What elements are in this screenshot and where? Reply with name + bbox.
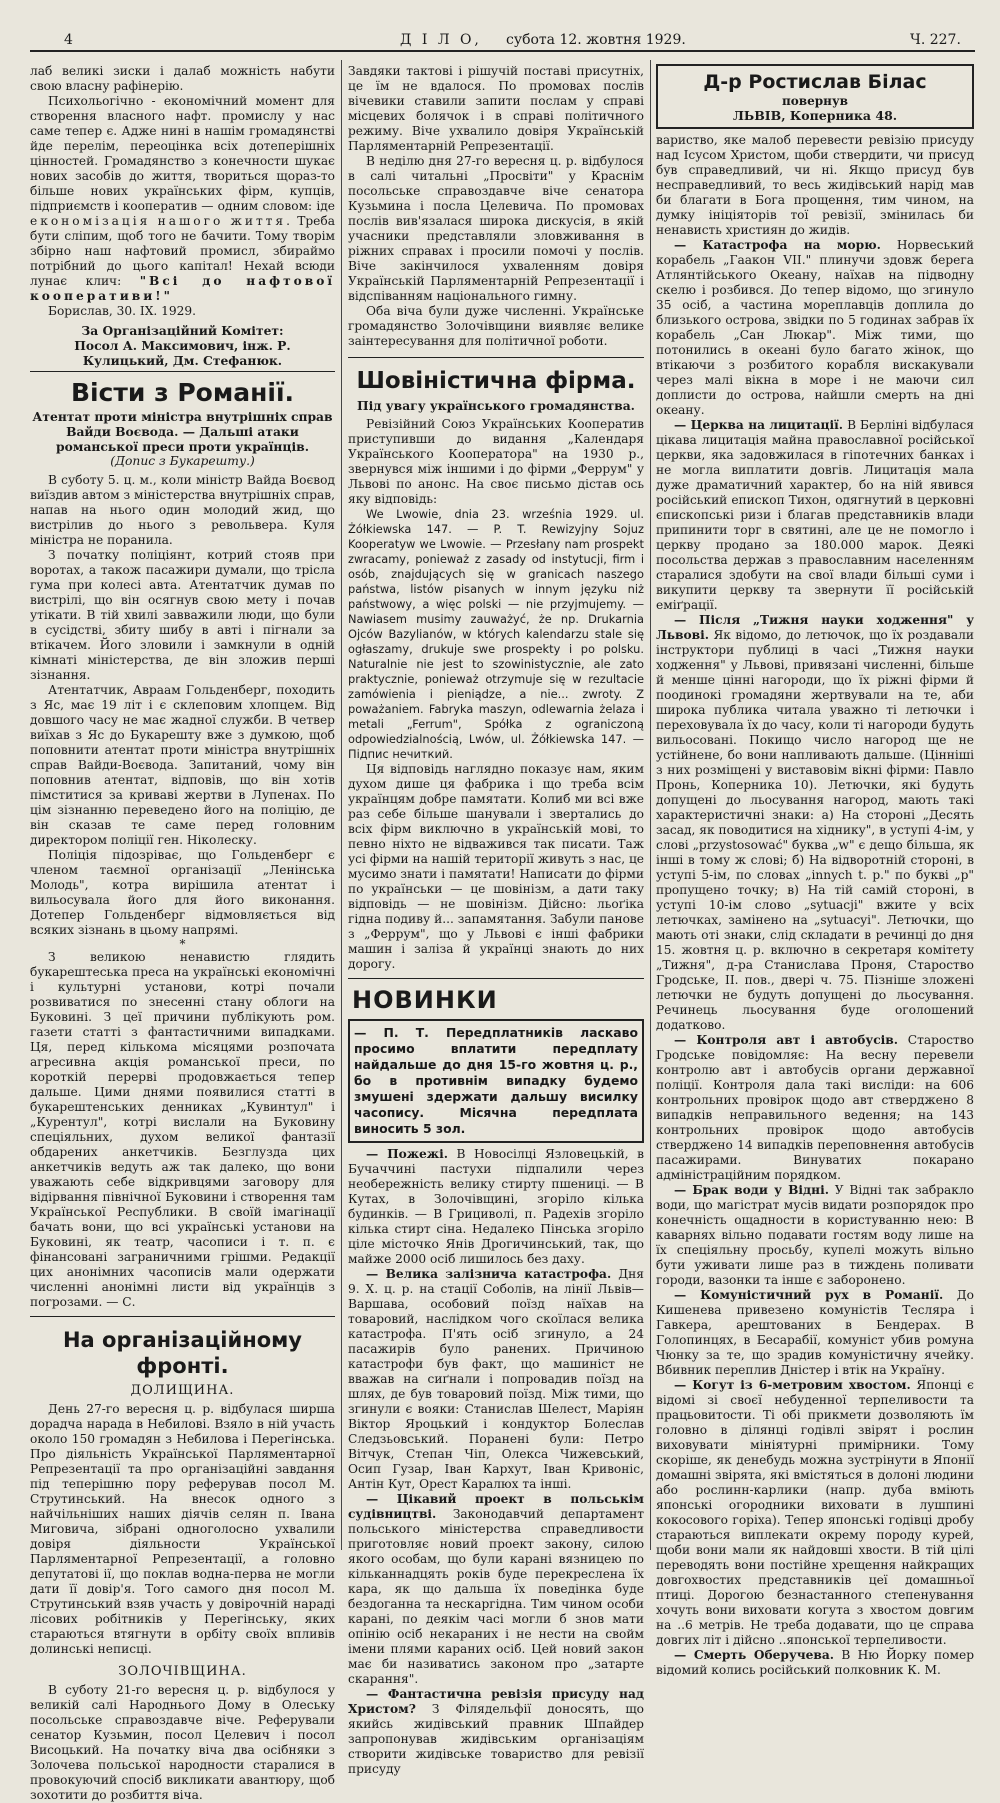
column-2 xyxy=(348,64,645,1776)
paragraph: Оба віча були дуже численні. Українське громадянство Золочівщини виявляє велике заінтересування для політичної роботи. xyxy=(348,304,644,348)
ad-line: повернув xyxy=(782,94,848,108)
issue-number: Ч. 227. xyxy=(910,32,961,48)
news-item: — Комуністичний рух в Романії. До Кишенева привезено комуністів Тесляра і Гавкера, арештованих в Бендерах. В Голопинцях, в Бесарабії, комуніст убив ромуна Чюнку за те, що зрадив комуністичну ячейку. Вбивник переплив Дністер і втік на Україну. xyxy=(656,1288,974,1377)
divider xyxy=(30,371,335,372)
subscription-notice: — П. Т. Передплатників ласкаво просимо вплатити передплату найдальше до дня 15-го жовтня ц. р., бо в противнім випадку будемо змушені здержати дальшу висилку часопису. Місячна передплата виносить 5 зол. xyxy=(348,1019,644,1143)
separator-star: * xyxy=(179,937,186,951)
paragraph: В суботу 5. ц. м., коли міністр Вайда Воєвод виїздив автом з міністерства внутрішніх справ, напав на нього один молодий жид, що вистрілив до нього з револьвера. Куля міністра не поранила. xyxy=(30,473,335,547)
region-heading: ДОЛИЩИНА. xyxy=(130,1383,235,1398)
column-rule xyxy=(341,60,342,1550)
section-news-title: НОВИНКИ xyxy=(352,986,498,1014)
news-item: — Брак води у Відні. У Відні так забракло води, що магістрат мусів видати розпорядок про конечність ощадности в користуванню нею: В каварнях вільно подавати гостям воду лише на їх спеціяльну просьбу, купелі можуть вільно бути уживати лише раз в тиждень поливати городи, вазонки та інше є заборонено. xyxy=(656,1183,975,1287)
news-item: — Контроля авт і автобусів. Староство Гродське повідомляє: На весну перевели контролю авт і автобусів органи державної поліції. Контроля дала такі висліди: на 606 контрольних провірок щодо авт стверджено 8 випадків неправильного ведення; на 143 контрольних провірок щодо автобусів стверджено 14 випадків переповнення автобусів пасажирами. Винуватих покарано адміністраційним порядком. xyxy=(656,1033,974,1182)
subheadline: Атентат проти міністра внутрішніх справ Вайди Воєвода. — Дальші атаки романської преси проти українців. xyxy=(32,409,333,454)
divider xyxy=(348,978,644,979)
dateline: Борислав, 30. IX. 1929. xyxy=(48,304,197,318)
paragraph: В суботу 21-го вересня ц. р. відбулося у великій салі Народнього Дому в Олеську посольське справоздавче віче. Реферували сенатор Кузьмин, посол Целевич і посол Висоцький. На початку віча два осібняки з Золочева польської народности старалися в провокуючий спосіб викликати авантюру, щоб зохотити до розбиття віча. xyxy=(30,1683,335,1802)
page-header xyxy=(30,30,975,52)
ad-name: Д-р Ростислав Білас xyxy=(703,71,927,93)
headline-chauvinist-firm: Шовіністична фірма. xyxy=(356,368,636,394)
news-item: — Цікавий проект в польськім судівництві. Законодавчий департамент польського міністерства справедливости приготовляє новий проект закону, силою якого особам, що були карані вязницею по кільканнадцять років буде перекреслена їх кара, як що дальша їх поведінка буде бездоганна та нескаргідна. Тим чином особи карані, по деякім часі могли б знов мати опінію осіб некараних і не нести на свойм імени плями караних осіб. Цей новий закон має би називатись законом про „затарте скарання". xyxy=(348,1492,644,1686)
paragraph: Ця відповідь наглядно показує нам, яким духом дише ця фабрика і що треба всім українцям добре памятати. Колиб ми всі вже раз себе більше шанували і звертались до всіх фірм виключно в українській мові, то певно ніхто не відважився так писати. Таж усі фірми на нашій території живуть з нас, це мусимо знати і памятати! Написати до фірми по українськи — це шовінізм, а дати таку відповідь — не шовінізм. Дійсно: льоґіка гідна подиву й... запамятання. Забули панове з „Феррум", що у Львові є інші фабрики машин і заліза й українці знають до них дорогу. xyxy=(348,762,644,971)
paragraph: Психольогічно - економічний момент для створення власного нафт. промислу у нас саме тепер є. Адже нині в нашім громадянстві йде перелім, переоцінка всіх дотеперішніх цінностей. Громадянство з конечности шукає нових засобів до життя, твориться щораз-то більше нових українських фірм, купців, підприємств і кооператив — одним словом: іде економізація нашого життя. Треба бути сліпим, щоб того не бачити. Тому творім збірно наш нафтовий промисл, збираймо потрібний до цього капітал! Нехай всюди лунає клич: "Всі до нафтової кооперативи!" xyxy=(30,94,335,303)
news-item: — Смерть Оберучева. В Ню Йорку помер відомий колись російський полковник К. М. xyxy=(656,1648,974,1677)
headline-org-front: На організаційному фронті. xyxy=(62,1328,302,1378)
column-3 xyxy=(656,64,975,1677)
ad-address: ЛЬВІВ, Коперника 48. xyxy=(732,108,898,123)
news-item: — Когут із 6-метровим хвостом. Японці є відомі зі своєї небуденної терпеливости та працьовитости. Ті обі прикмети дозволяють їм головно в ділянці годівлі звірят і рослин виховувати мініятурні примірники. Тому скоріше, як денебудь можна зустрінути в Японії домашні звірята, які вмістяться в долоні людини або рослинн-карлики (напр. дуба вміють японські огородники виховати в лушпині кокосового горіха). Тепер японські годівці дробу стараються виплекати окрему породу курей, щоби вони мали як найдовші хвости. В тій цілі переводять вони постійне хрещення найкращих довгохвостих представників цеї домашньої птиці. Дорогою безнастанного степенування хочуть вони виховати когута з хвостом довгим на ..6 метрів. Не треба додавати, що це справа довгих літ і дійсно ..японської терпеливости. xyxy=(656,1378,974,1647)
newspaper-title: Д І Л О, xyxy=(400,32,482,48)
signature-heading: За Організаційний Комітет: xyxy=(81,323,284,338)
page-number: 4 xyxy=(64,32,73,48)
divider xyxy=(348,357,644,358)
paragraph: Ревізійний Союз Українських Кооператив приступивши до видання „Календаря Українського Кооператора" на 1930 р., звернувся між іншими і до фірми „Феррум" у Львові по анонс. На своє письмо дістав ось яку відповідь: xyxy=(348,417,644,506)
signature-names: Посол А. Максимович, інж. Р. Кулицький, Дм. Стефанюк. xyxy=(74,338,291,368)
news-item: — Катастрофа на морю. Норвеський корабель „Гаакон VII." плинучи здовж берега Атлянтійського Океану, наїхав на підводну скелю і розбився. До тепер відомо, що згинуло 35 осіб, а частина мореплавців доплила до близького острова, звідки по 5 годинах забрав їх корабель „Сан Люкар". Між тими, що потонились в океані було багато жінок, що втікаючи з розбитого корабля вискакували через малі вікна в море і не маючи сил доплисти до острова, найшли смерть на дні океану. xyxy=(656,238,975,417)
paragraph: День 27-го вересня ц. р. відбулася ширша дорадча нарада в Небилові. Взяло в ній участь около 150 громадян з Небилова і Перегінська. Про діяльність Української Парляментарної Репрезентації та про організаційні завдання під теперішню пору реферував посол М. Струтинський. На внесок одного з найчільніших наших діячів селян п. Івана Миговича, зібрані одноголосно ухвалили довіря діяльности Української Парляментарної Репрезентації, а головно депутатові ії, що поклав водна-перва не могли дати її довір'я. Того самого дня посол М. Струтинський взяв участь у довірочній нараді лісових робітників у Перегінську, яких стараються втягнути в орбіту своїх впливів долинські неписці. xyxy=(30,1402,335,1656)
paragraph: Поліція підозріває, що Гольденберг є членом таємної організації „Ленінська Молодь", котра вирішила атентат і вильосувала його для його виконання. Дотепер Гольденберг відмовляється від всяких зізнань в цьому напрямі. xyxy=(30,848,335,937)
news-item: — Після „Тижня науки ходження" у Львові. Як відомо, до летючок, що їх роздавали інструктори публиці в часі „Тижня науки ходження" у Львові, привязані численні, більше й менше цінні нагороди, що їх ріжні фірми й поодинокі громадяни жертвували на те, аби широка публика читала уважно ті летючки і переховувала їх до часу, коли ті нагороди будуть вильосовані. Покищо число нагород ще не устійнене, бо вони напливають дальше. (Цінніші з них розміщені у виставовім вікні фірми: Павло Пронь, Коперника 10). Летючки, які будуть допущені до льосування нагород, мають такі характеристичні знаки: а) На стороні „Десять засад, як поводитися на хіднику", в уступі 4-ім, у слові „przystosować" буква „w" є дещо більша, як інші в тому ж слові; б) На відворотній стороні, в уступі 5-ім, по словах „innych t. p." по букві „p" пропущено точку; в) На тій самій стороні, в уступі 10-ім слово „sytuacji" вжите у всіх летючках, замінено на „sytuacyi". Летючки, що мають оті знаки, слід складати в речинці до дня 15. жовтня ц. р. включно в секретаря комітету „Тижня", д-ра Станислава Проня, Староство Гродське, ІІ. пов., двері ч. 75. Пізніше зложені летючки не будуть допущені до льосування. Речинець льосування буде оголошений додатково. xyxy=(656,613,974,1032)
paragraph: В неділю дня 27-го вересня ц. р. відбулося в салі читальні „Просвіти" у Краснім посольське справоздавче віче сенатора Кузьмина і посла Целевича. По промовах послів вив'язалася широка дискусія, в якій учасники представляли зловживання в ріжних справах і просили помочі у послів. Віче закінчилося ухваленням довіря Українській Парляментарній Репрезентації і відспіванням національного гимну. xyxy=(348,154,644,303)
advertisement xyxy=(656,64,974,129)
divider xyxy=(30,1316,335,1317)
paragraph: лаб великі зиски і далаб можність набути свою власну рафінерію. xyxy=(30,64,335,93)
paragraph: Атентатчик, Авраам Гольденберг, походить з Яс, має 19 літ і є склеповим хлопцем. Від довшого часу не має жадної служби. В четвер виїхав з Яс до Букарешту вже з думкою, щоб поповнити атентат проти міністра внутрішніх справ Вайди-Воєвода. Запитаний, чому він поповнив атентат, відповів, що він хотів пімститися за криваві жертви в Лупенах. По цім зізнанню переведено його на поліцію, де він сказав те саме перед головним директором поліції ген. Ніколеску. xyxy=(30,683,335,847)
subheadline: Під увагу українського громадянства. xyxy=(357,398,635,413)
column-1 xyxy=(30,64,335,1802)
paragraph: вариство, яке малоб перевести ревізію присуду над Ісусом Христом, щоби ствердити, чи присуд був справедливий, чи ні. Якщо присуд був несправедливий, то весь жидівський нарід мав би благати в Бога прощення, тим чином, на думку ініціяторів тої ревізії, змінилась би ненависть християн до жидів. xyxy=(656,133,974,237)
quoted-letter: We Lwowie, dnia 23. września 1929. ul. Żółkiewska 147. — P. T. Rewizyjny Sojuz Kooperatyw we Lwowie. — Przesłany nam prospekt zwracamy, ponieważ z zasady od instytucji, firm i osób, znajdujących się w granicach naszego państwa, listów pisanych w innym języku niż państwowy, a więc polski — nie przyjmujemy. — Nawiasem musimy zauważyć, że np. Drukarnia Ojców Bazylianów, w których kalendarzu stale się ogłaszamy, drukuje swe prospekty i po polsku. Naturalnie nie jest to szowinistycznie, ale zato praktycznie, ponieważ otrzymuje się w rezultacie zamówienia i pieniądze, a nie... zwroty. Z poważaniem. Fabryka maszyn, odlewarnia żelaza i metali „Ferrum", Spółka z ograniczoną odpowiedzialnością, Lwów, ul. Żółkiewska 147. — Підпис нечиткий. xyxy=(348,507,644,761)
correspondence-note: (Допис з Букарешту.) xyxy=(110,454,255,468)
news-item: — Церква на лицитації. В Берліні відбулася цікава лицитація майна православної російської церкви, яка задовжилася в гіпотечних банках і не могла виплатити довгів. Лицитація мала дуже драматичний характер, бо на ній явився російський епископ Тихон, одягнутий в церковні єпископські ризи і благав представників влади припинити торг в святині, але це не помогло і церкву продано за 180.000 марок. Деякі посольства держав з православним населенням старалися здобути на свої влади більші суми і викупити церкву та звернути її російській еміґрації. xyxy=(656,418,974,612)
news-item: — Пожежі. В Новосілці Язловецькій, в Бучаччині пастухи підпалили через необережність велику стирту пшениці. — В Кутах, в Золочівщині, згоріло кілька будинків. — В Грициволі, п. Радехів згоріло кілька стирт сіна. Недалеко Пінська згоріло ціле місточко Янів Дрогичинський, так, що майже 2000 осіб лишилось без даху. xyxy=(348,1147,645,1266)
headline-romania: Вісти з Романії. xyxy=(70,378,295,407)
paragraph: З великою ненавистю глядить букарештеська преса на українські економічні і культурні установи, котрі почали розвиватися по знесенні стану облоги на Буковині. З цеї причини публікують ром. газети статті з фантастичними випадками. Ця, перед кількома місяцями розпочата агресивна акція романської преси, по короткій перерві продовжається тепер дальше. Цими днями появилися статті в букарештенських денниках „Кувинтул" і „Курентул", котрі вислали на Буковину спеціяльних, духом великої фантазії обдарених анкетчиків. Безглузда цих анкетчиків ведуть аж так далеко, що вони уважають себе відкривцями заговору для відірвання північної Буковини і створення там Української Республики. В своїй імагінації бачать вони, що всі українські установи на Буковині, як театр, часописи і т. п. є фінансовані заграничними грішми. Редакції цих анонімних часописів мали одержати численні анонімні листи від українців з погрозами. — С. xyxy=(30,950,335,1309)
paragraph: З початку поліціянт, котрий стояв при воротах, а також пасажири думали, що трісла гума при колесі авта. Атентатчик думав по вистрілі, що він осягнув свою мету і почав утікати. В тій хвилі завважили люди, що були в сусідстві, збиту шибу в авті і пігнали за втікачем. Його зловили і замкнули в одній кімнаті міністерства, де він зложив перші зізнання. xyxy=(30,548,335,682)
region-heading: ЗОЛОЧІВЩИНА. xyxy=(118,1664,247,1679)
paragraph: Завдяки тактові і рішучій поставі присутніх, це їм не вдалося. По промовах послів вічевики ставили запити послам у справі місцевих болячок і в справі політичного режиму. Віче ухвалило довіря Українській Парляментарній Репрезентації. xyxy=(348,64,644,153)
column-rule xyxy=(650,60,651,1550)
issue-date: субота 12. жовтня 1929. xyxy=(506,32,686,48)
news-item: — Велика залізнича катастрофа. Дня 9. X. ц. р. на стації Соболів, на лінії Львів—Варшава, особовий поїзд наїхав на товаровий, наслідком чого скоїлася велика катастрофа. П'ять осіб згинуло, а 24 пасажирів було ранених. Причиною катастрофи був факт, що машиніст не вважав на сиґнали і попровадив поїзд на шлях, де був товаровий поїзд. Між тими, що згинули є вояки: Станислав Шелест, Маріян Віктор Яроцький і кондуктор Болеслав Следзьовський. Поранені були: Петро Вітчук, Степан Чіп, Олекса Чижевський, Осип Гузар, Іван Кархут, Іван Кривоніс, Антін Кут, Орест Каралюх та інші. xyxy=(348,1267,644,1491)
news-item: — Фантастична ревізія присуду над Христом? З Філядельфії доносять, що якийсь жидівський правник Шпайдер запропонував жидівським організаціям створити жидівське товариство для ревізії присуду xyxy=(348,1687,644,1776)
